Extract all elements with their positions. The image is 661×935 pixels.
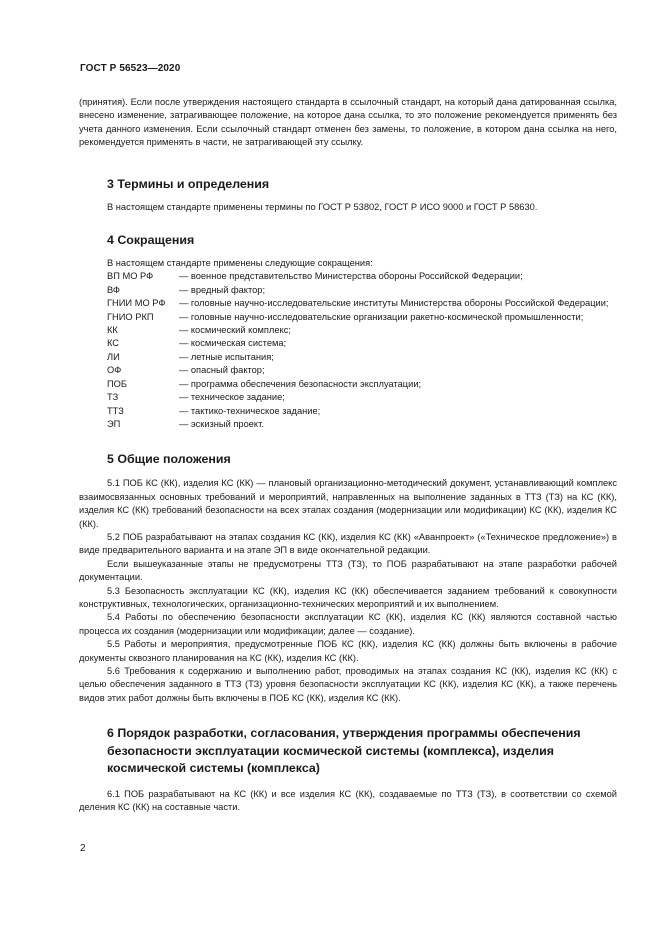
abbreviation-definition: — военное представительство Министерства обороны Российской Федерации; bbox=[179, 271, 523, 282]
abbreviation-item bbox=[79, 405, 617, 418]
section-5-paragraph: 5.1 ПОБ КС (КК), изделия КС (КК) — плановый организационно-методический документ, устанавливающий комплекс взаимосвязанных основных требований и мероприятий, направленных на выполнение заданных в ТТЗ (ТЗ) на КС (КК), изделия КС (КК) требований безопасности на всех этапах создания (модернизации или модификации) КС (КК), изделия КС (КК). bbox=[79, 478, 617, 529]
abbreviation-definition: — вредный фактор; bbox=[179, 284, 266, 295]
abbreviation-definition: — эскизный проект. bbox=[179, 418, 264, 429]
abbreviation-term: ГНИИ МО РФ bbox=[107, 298, 166, 309]
section-5-paragraph: 5.4 Работы по обеспечению безопасности эксплуатации КС (КК), изделия КС (КК) являются составной частью процесса их создания (модернизации или модификации; далее — создание). bbox=[79, 612, 617, 636]
abbreviation-item bbox=[79, 324, 617, 337]
abbreviation-term: ТЗ bbox=[107, 392, 119, 403]
intro-paragraph: (принятия). Если после утверждения настоящего стандарта в ссылочный стандарт, на который дана датированная ссылка, внесено изменение, затрагивающее положение, на которое дана ссылка, то это положение рекомендуется применять без учета данного изменения. Если ссылочный стандарт отменен без замены, то положение, в котором дана ссылка на него, рекомендуется применять в части, не затрагивающей эту ссылку. bbox=[79, 97, 617, 148]
abbreviation-item bbox=[79, 364, 617, 377]
abbreviation-definition: — головные научно-исследовательские институты Министерства обороны Российской Федерации; bbox=[179, 298, 609, 309]
abbreviation-definition: — космическая система; bbox=[179, 338, 287, 349]
abbreviation-item bbox=[79, 418, 617, 431]
abbreviation-term: ПОБ bbox=[107, 378, 128, 389]
abbreviation-term: ГНИО РКП bbox=[107, 311, 154, 322]
section-3-heading: 3 Термины и определения bbox=[107, 176, 270, 191]
abbreviation-term: ЭП bbox=[107, 418, 121, 429]
abbreviation-definition: — программа обеспечения безопасности эксплуатации; bbox=[179, 378, 422, 389]
abbreviation-definition: — космический комплекс; bbox=[179, 325, 291, 336]
abbreviation-item bbox=[79, 351, 617, 364]
section-5-paragraph: Если вышеуказанные этапы не предусмотрены ТТЗ (ТЗ), то ПОБ разрабатывают на этапе разработки рабочей документации. bbox=[79, 558, 617, 583]
section-6-heading: 6 Порядок разработки, согласования, утверждения программы обеспечения безопасности эксплуатации космической системы (комплекса), изделия космической системы (комплекса) bbox=[107, 726, 581, 776]
abbreviation-definition: — техническое задание; bbox=[179, 392, 285, 403]
abbreviation-term: КК bbox=[107, 325, 118, 336]
abbreviation-term: ВФ bbox=[107, 284, 120, 295]
abbreviation-item bbox=[79, 378, 617, 391]
abbreviation-item bbox=[79, 284, 617, 297]
abbreviation-definition: — опасный фактор; bbox=[179, 365, 265, 376]
document-body bbox=[79, 96, 617, 815]
section-3-text: В настоящем стандарте применены термины по ГОСТ Р 53802, ГОСТ Р ИСО 9000 и ГОСТ Р 58630. bbox=[107, 201, 538, 212]
abbreviation-term: ВП МО РФ bbox=[107, 271, 154, 282]
abbreviation-term: КС bbox=[107, 338, 120, 349]
section-5-paragraph: 5.5 Работы и мероприятия, предусмотренные ПОБ КС (КК), изделия КС (КК) должны быть включены в рабочие документы сквозного планирования на КС (КК), изделия КС (КК). bbox=[79, 639, 617, 663]
section-5-paragraph: 5.2 ПОБ разрабатывают на этапах создания КС (КК), изделия КС (КК) «Аванпроект» («Техническое предложение») в виде предварительного варианта и на этапе ЭП в виде окончательной редакции. bbox=[79, 531, 617, 556]
section-4-heading: 4 Сокращения bbox=[107, 233, 195, 248]
abbreviation-item bbox=[79, 297, 617, 310]
abbreviation-item bbox=[79, 337, 617, 350]
abbreviation-item bbox=[79, 270, 617, 283]
abbreviation-term: ЛИ bbox=[107, 351, 120, 362]
page-number: 2 bbox=[80, 843, 86, 854]
section-5-paragraph: 5.6 Требования к содержанию и выполнению работ, проводимых на этапах создания КС (КК), изделия КС (КК) с целью обеспечения заданного в ТТЗ (ТЗ) уровня безопасности эксплуатации КС (КК), изделия КС (КК), а также перечень видов этих работ должны быть включены в ПОБ КС (КК), изделия КС (КК). bbox=[79, 666, 617, 703]
abbreviation-item bbox=[79, 391, 617, 404]
section-5-heading: 5 Общие положения bbox=[107, 452, 231, 467]
abbreviation-list bbox=[79, 270, 617, 431]
section-5-paragraph: 5.3 Безопасность эксплуатации КС (КК), изделия КС (КК) обеспечивается заданием требований к совокупности конструктивных, технологических, организационно-технических мероприятий и их выполнением. bbox=[79, 585, 617, 609]
abbreviation-definition: — летные испытания; bbox=[179, 351, 274, 362]
abbreviation-term: ТТЗ bbox=[107, 405, 124, 416]
abbreviation-item bbox=[79, 311, 617, 324]
abbreviation-definition: — головные научно-исследовательские организации ракетно-космической промышленности; bbox=[179, 311, 584, 322]
section-4-intro: В настоящем стандарте применены следующие сокращения: bbox=[107, 258, 373, 269]
abbreviation-term: ОФ bbox=[107, 365, 122, 376]
document-header: ГОСТ Р 56523—2020 bbox=[80, 63, 181, 74]
abbreviation-definition: — тактико-техническое задание; bbox=[179, 405, 321, 416]
section-6-paragraph: 6.1 ПОБ разрабатывают на КС (КК) и все изделия КС (КК), создаваемые по ТТЗ (ТЗ), в соответствии со схемой деления КС (КК) на составные части. bbox=[79, 788, 617, 813]
